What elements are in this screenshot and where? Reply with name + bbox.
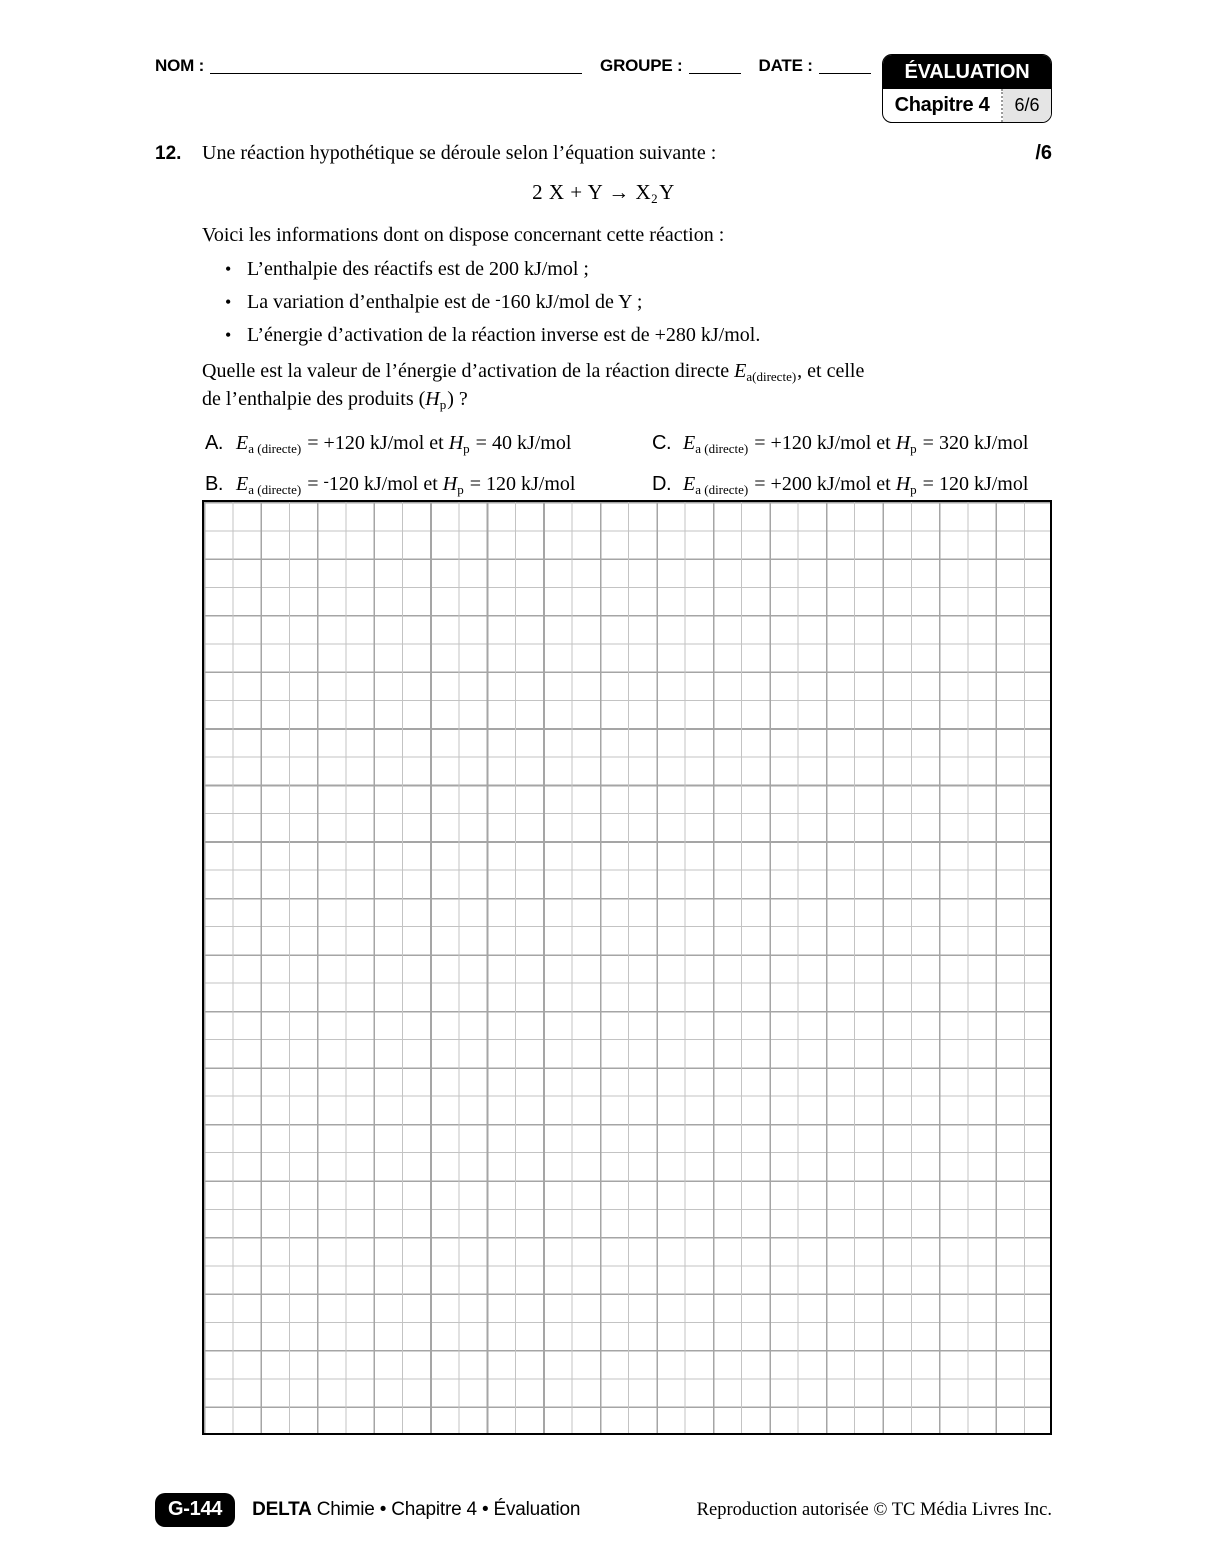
header-row (155, 56, 871, 76)
variable-H: H (442, 473, 458, 495)
badge-title: ÉVALUATION (883, 55, 1051, 89)
raised-minus: - (323, 473, 329, 490)
bullet-item (225, 290, 1052, 315)
bullet-text (247, 290, 642, 315)
badge-page-ratio: 6/6 (1003, 89, 1051, 122)
answer-option-b (205, 471, 652, 497)
variable-H-sub: p (910, 482, 917, 497)
groupe-line (689, 73, 741, 74)
nom-label: NOM : (155, 56, 205, 75)
bullet-text-pre: L’énergie d’activation de la réaction inverse est de (247, 324, 655, 346)
option-letter: D. (652, 473, 671, 495)
raised-minus: - (495, 291, 501, 308)
hp-value: = 120 kJ/mol (464, 473, 576, 495)
equation-main: 2 X + Y → X (532, 180, 652, 204)
series-title (252, 1499, 580, 1521)
equals: = (302, 473, 324, 495)
ea-value: 120 kJ/mol et (328, 473, 443, 495)
series-title-rest: Chimie • Chapitre 4 • Évaluation (311, 1499, 581, 1520)
ea-value: +120 kJ/mol et (323, 432, 449, 454)
date-line (819, 73, 871, 74)
bullet-item (225, 323, 1052, 348)
bullet-text (247, 323, 760, 348)
variable-H-sub: p (457, 482, 464, 497)
answer-option-c (652, 430, 1052, 456)
equals: = (302, 432, 324, 454)
ea-value: +200 kJ/mol et (770, 473, 896, 495)
variable-E: E (734, 360, 747, 382)
variable-E-sub: a (directe) (248, 482, 302, 497)
variable-E-sub: a (directe) (695, 482, 749, 497)
variable-E-sub: a (directe) (248, 441, 302, 456)
bullet-icon: • (225, 292, 232, 312)
answer-option-a (205, 430, 652, 456)
equation-subscript: 2 (651, 191, 659, 206)
date-label: DATE : (758, 56, 813, 75)
groupe-label: GROUPE : (600, 56, 683, 75)
badge-chapter: Chapitre 4 (883, 89, 1003, 122)
bullet-item (225, 257, 1052, 282)
variable-E-sub: a(directe) (746, 369, 797, 384)
evaluation-badge (882, 54, 1052, 123)
equals: = (749, 473, 771, 495)
question-prompt (202, 357, 1052, 413)
option-formula (683, 473, 1028, 495)
prompt-text: , et celle (797, 360, 865, 382)
option-formula (683, 432, 1028, 454)
variable-H: H (425, 388, 440, 410)
hp-value: = 120 kJ/mol (917, 473, 1029, 495)
nom-line (210, 73, 582, 74)
variable-H-sub: p (439, 397, 447, 412)
prompt-text: ) ? (447, 388, 468, 410)
reaction-equation (155, 179, 1052, 205)
option-formula (236, 432, 571, 454)
answer-option-d (652, 471, 1052, 497)
series-title-bold: DELTA (252, 1499, 312, 1520)
badge-bottom-row (883, 89, 1051, 122)
info-bullets (225, 257, 1052, 348)
answer-options (205, 430, 1052, 497)
prompt-line2 (202, 388, 468, 410)
copyright-text: Reproduction autorisée © TC Média Livres Inc. (696, 1499, 1052, 1520)
info-intro: Voici les informations dont on dispose concernant cette réaction : (202, 224, 725, 246)
question-number: 12. (155, 143, 182, 164)
option-letter: B. (205, 473, 223, 495)
variable-H-sub: p (463, 441, 470, 456)
graph-grid (202, 500, 1052, 1435)
equals: = (749, 432, 771, 454)
option-formula (236, 473, 575, 495)
variable-E-sub: a (directe) (695, 441, 749, 456)
bullet-text (247, 257, 589, 282)
prompt-line1 (202, 360, 864, 382)
variable-E: E (236, 473, 249, 495)
variable-E: E (236, 432, 249, 454)
bullet-text-post: +280 kJ/mol. (654, 324, 761, 346)
variable-H: H (895, 473, 911, 495)
option-letter: A. (205, 432, 223, 454)
question-points: /6 (1035, 142, 1052, 164)
variable-H: H (895, 432, 911, 454)
equation-tail: Y (659, 180, 675, 204)
hp-value: = 40 kJ/mol (470, 432, 572, 454)
prompt-text: de l’enthalpie des produits ( (202, 388, 426, 410)
variable-E: E (683, 432, 696, 454)
bullet-text-pre: L’enthalpie des réactifs est de 200 kJ/mol ; (247, 258, 589, 280)
bullet-text-pre: La variation d’enthalpie est de (247, 291, 496, 313)
bullet-icon: • (225, 259, 232, 279)
option-letter: C. (652, 432, 671, 454)
variable-H-sub: p (910, 441, 917, 456)
page-code-badge: G-144 (155, 1493, 235, 1527)
question-12 (155, 140, 1052, 497)
hp-value: = 320 kJ/mol (917, 432, 1029, 454)
ea-value: +120 kJ/mol et (770, 432, 896, 454)
question-intro: Une réaction hypothétique se déroule selon l’équation suivante : (202, 142, 717, 164)
variable-H: H (448, 432, 464, 454)
page-footer (155, 1493, 1052, 1527)
variable-E: E (683, 473, 696, 495)
prompt-text: Quelle est la valeur de l’énergie d’activation de la réaction directe (202, 360, 735, 382)
bullet-icon: • (225, 325, 232, 345)
question-head (155, 140, 1052, 166)
bullet-text-post: 160 kJ/mol de Y ; (500, 291, 643, 313)
